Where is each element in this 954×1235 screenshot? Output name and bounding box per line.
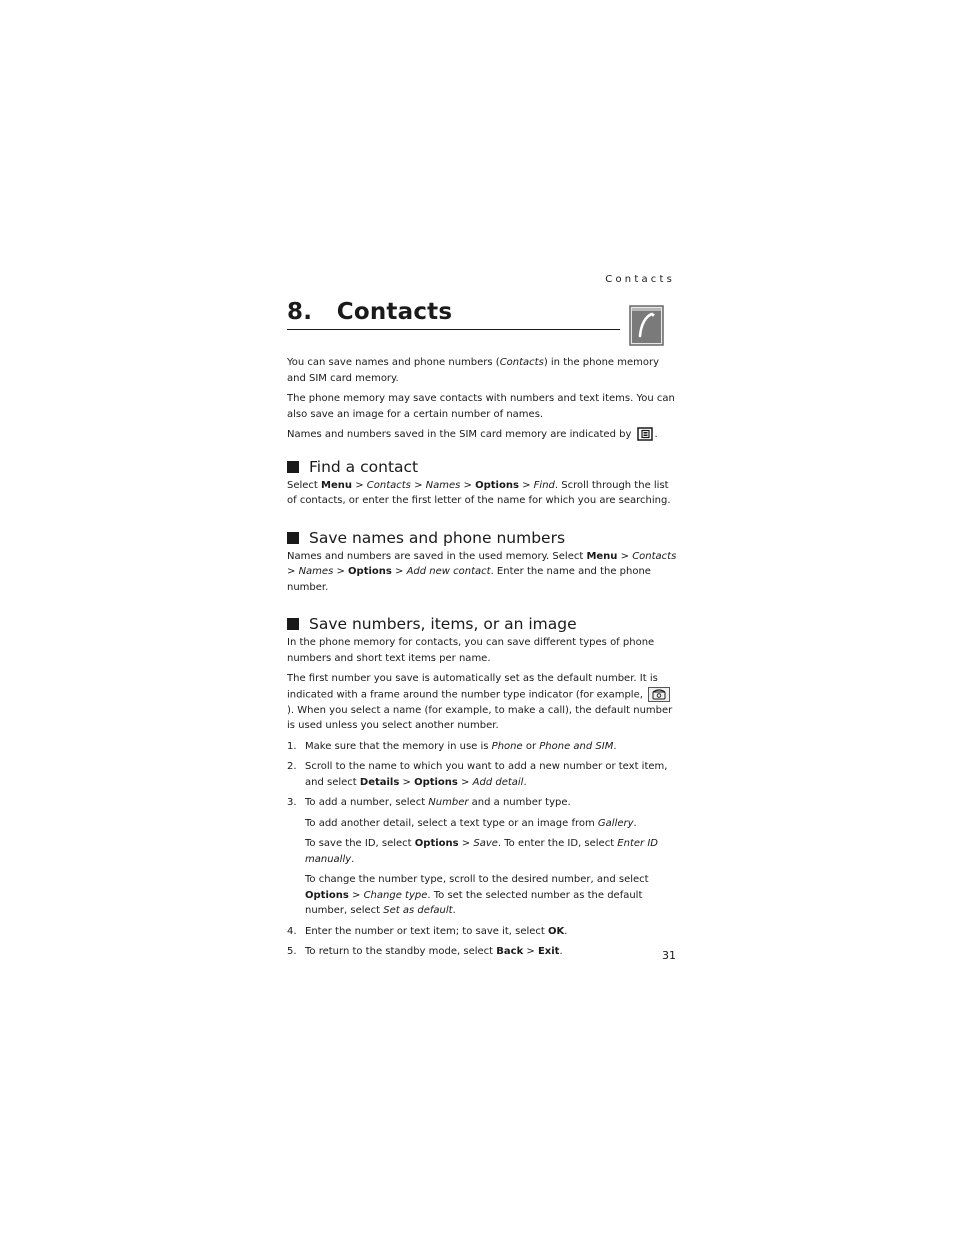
default-number-phone-icon [648, 687, 670, 702]
bullet-square-icon [287, 618, 299, 630]
chapter-title [287, 296, 620, 328]
section-heading: Save names and phone numbers [287, 527, 677, 549]
chapter-heading [287, 296, 620, 330]
chapter-number: 8. [287, 299, 313, 325]
section-paragraph: Names and numbers are saved in the used memory. Select Menu > Contacts > Names > Options > Add new contact. Enter the name and the phone number. [287, 550, 677, 593]
section-paragraph: The first number you save is automatically set as the default number. It is indicated with a frame around the number type indicator (for example, ). When you select a name (for example, to make a call), the default number is used unless you select another number. [287, 673, 673, 731]
section-paragraph: Select Menu > Contacts > Names > Options > Find. Scroll through the list of contacts, or enter the first letter of the name for which you are searching. [287, 479, 671, 506]
running-head: Contacts [605, 274, 675, 285]
section-paragraph: In the phone memory for contacts, you can save different types of phone numbers and short text items per name. [287, 637, 655, 664]
step-sub-paragraph: To save the ID, select Options > Save. To enter the ID, select Enter ID manually. [305, 838, 658, 865]
bullet-square-icon [287, 532, 299, 544]
list-item: 3. To add a number, select Number and a number type. [287, 797, 571, 808]
list-item: 5. To return to the standby mode, select Back > Exit. [287, 946, 563, 957]
page-content [287, 355, 677, 965]
steps-list [287, 739, 677, 811]
step-sub-paragraph: To add another detail, select a text type or an image from Gallery. [305, 817, 637, 829]
contacts-phone-icon [629, 305, 664, 346]
list-item: 2. Scroll to the name to which you want to add a new number or text item, and select Details > Options > Add detail. [287, 761, 668, 788]
intro-paragraph-1: You can save names and phone numbers (Contacts) in the phone memory and SIM card memory. [287, 357, 660, 384]
section-heading: Find a contact [287, 456, 677, 478]
section-save-names [287, 527, 677, 596]
section-save-numbers [287, 613, 677, 960]
intro-paragraph-2: The phone memory may save contacts with numbers and text items. You can also save an image for a certain number of names. [287, 393, 675, 420]
section-heading: Save numbers, items, or an image [287, 613, 677, 635]
bullet-square-icon [287, 461, 299, 473]
chapter-title-text: Contacts [336, 299, 453, 325]
sim-card-icon [637, 427, 653, 441]
steps-list-continued [287, 924, 677, 960]
intro-paragraph-3: Names and numbers saved in the SIM card memory are indicated by . [287, 429, 658, 440]
list-item: 1. Make sure that the memory in use is Phone or Phone and SIM. [287, 740, 617, 752]
step-sub-paragraph: To change the number type, scroll to the desired number, and select Options > Change type. To set the selected number as the default number, select Set as default. [305, 874, 649, 916]
page-number: 31 [662, 949, 676, 962]
list-item: 4. Enter the number or text item; to save it, select OK. [287, 925, 568, 937]
section-find-contact [287, 456, 677, 509]
